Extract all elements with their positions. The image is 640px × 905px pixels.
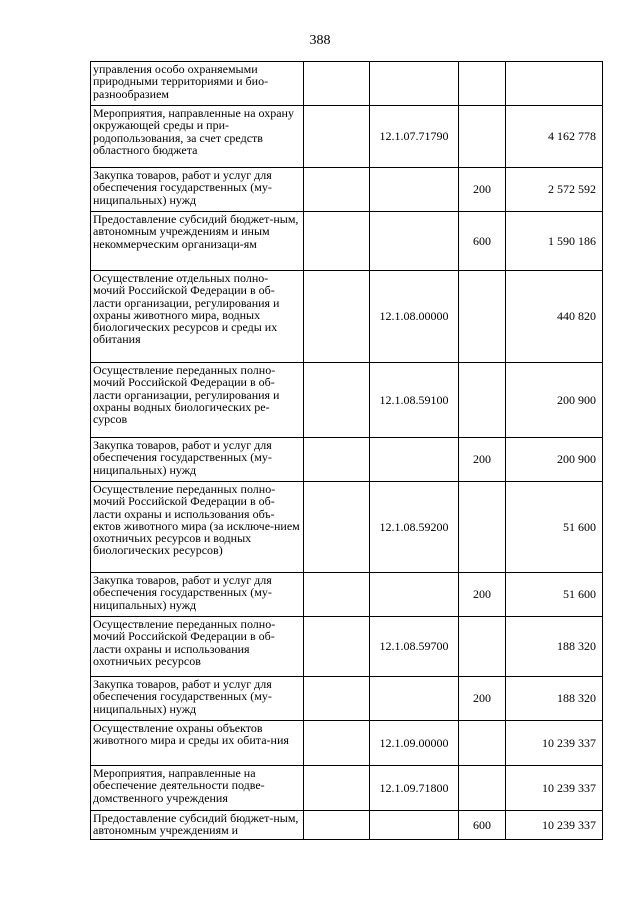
row-empty-cell <box>304 212 370 271</box>
row-amount: 188 320 <box>506 677 603 721</box>
table-row <box>91 438 603 482</box>
row-code <box>370 62 459 106</box>
row-empty-cell <box>304 482 370 573</box>
row-name: Осуществление отдельных полно-мочий Российской Федерации в об-ласти организации, регулирования и охраны животного мира, водных биологических ресурсов и среды их обитания <box>91 271 304 363</box>
row-type <box>459 766 506 811</box>
row-amount: 200 900 <box>506 363 603 438</box>
row-name: Мероприятия, направленные на обеспечение деятельности подве-домственного учреждения <box>91 766 304 811</box>
table-row <box>91 212 603 271</box>
row-amount: 51 600 <box>506 482 603 573</box>
row-type <box>459 617 506 677</box>
row-code: 12.1.07.71790 <box>370 106 459 168</box>
row-name: Закупка товаров, работ и услуг для обеспечения государственных (му-ниципальных) нужд <box>91 677 304 721</box>
page-number: 388 <box>309 33 331 48</box>
row-amount: 4 162 778 <box>506 106 603 168</box>
table-row <box>91 573 603 617</box>
table-row <box>91 271 603 363</box>
row-empty-cell <box>304 363 370 438</box>
table-row <box>91 721 603 766</box>
row-code: 12.1.08.59700 <box>370 617 459 677</box>
row-type: 200 <box>459 573 506 617</box>
row-code <box>370 811 459 840</box>
row-name: Закупка товаров, работ и услуг для обеспечения государственных (му-ниципальных) нужд <box>91 438 304 482</box>
table-row <box>91 62 603 106</box>
table-row <box>91 677 603 721</box>
row-code <box>370 212 459 271</box>
row-type <box>459 106 506 168</box>
row-type: 200 <box>459 677 506 721</box>
row-name: Осуществление переданных полно-мочий Российской Федерации в об-ласти охраны и использования объ-ектов животного мира (за исключе-нием охотничьих ресурсов и водных биологических ресурсов) <box>91 482 304 573</box>
row-code <box>370 677 459 721</box>
row-type: 600 <box>459 811 506 840</box>
row-code: 12.1.08.59200 <box>370 482 459 573</box>
row-code: 12.1.09.00000 <box>370 721 459 766</box>
row-empty-cell <box>304 106 370 168</box>
row-name: Предоставление субсидий бюджет-ным, автономным учреждениям и <box>91 811 304 840</box>
row-name: Осуществление охраны объектов животного мира и среды их обита-ния <box>91 721 304 766</box>
row-amount: 1 590 186 <box>506 212 603 271</box>
row-empty-cell <box>304 573 370 617</box>
row-code <box>370 168 459 212</box>
row-type: 600 <box>459 212 506 271</box>
row-empty-cell <box>304 677 370 721</box>
row-name: управления особо охраняемыми природными территориями и био-разнообразием <box>91 62 304 106</box>
row-type: 200 <box>459 438 506 482</box>
row-type <box>459 721 506 766</box>
table-row <box>91 363 603 438</box>
row-code: 12.1.08.59100 <box>370 363 459 438</box>
row-type <box>459 62 506 106</box>
row-amount: 10 239 337 <box>506 721 603 766</box>
row-empty-cell <box>304 438 370 482</box>
row-amount: 440 820 <box>506 271 603 363</box>
table-row <box>91 811 603 840</box>
row-empty-cell <box>304 766 370 811</box>
row-amount: 10 239 337 <box>506 811 603 840</box>
row-type <box>459 271 506 363</box>
row-amount: 10 239 337 <box>506 766 603 811</box>
row-code <box>370 573 459 617</box>
row-amount: 51 600 <box>506 573 603 617</box>
table-row <box>91 766 603 811</box>
row-empty-cell <box>304 811 370 840</box>
row-empty-cell <box>304 617 370 677</box>
row-amount: 188 320 <box>506 617 603 677</box>
table-row <box>91 482 603 573</box>
table-row <box>91 106 603 168</box>
row-code: 12.1.08.00000 <box>370 271 459 363</box>
row-name: Осуществление переданных полно-мочий Российской Федерации в об-ласти организации, регулирования и охраны водных биологических ре-сурсов <box>91 363 304 438</box>
row-name: Предоставление субсидий бюджет-ным, автономным учреждениям и иным некоммерческим организаци-ям <box>91 212 304 271</box>
row-empty-cell <box>304 271 370 363</box>
row-name: Мероприятия, направленные на охрану окружающей среды и при-родопользования, за счет средств областного бюджета <box>91 106 304 168</box>
row-name: Закупка товаров, работ и услуг для обеспечения государственных (му-ниципальных) нужд <box>91 168 304 212</box>
row-type: 200 <box>459 168 506 212</box>
row-name: Осуществление переданных полно-мочий Российской Федерации в об-ласти охраны и использования охотничьих ресурсов <box>91 617 304 677</box>
table-row <box>91 617 603 677</box>
row-type <box>459 363 506 438</box>
row-code <box>370 438 459 482</box>
row-name: Закупка товаров, работ и услуг для обеспечения государственных (му-ниципальных) нужд <box>91 573 304 617</box>
row-amount: 2 572 592 <box>506 168 603 212</box>
row-empty-cell <box>304 62 370 106</box>
table-row <box>91 168 603 212</box>
row-empty-cell <box>304 168 370 212</box>
row-type <box>459 482 506 573</box>
row-amount: 200 900 <box>506 438 603 482</box>
row-amount <box>506 62 603 106</box>
row-empty-cell <box>304 721 370 766</box>
budget-table <box>90 61 603 840</box>
row-code: 12.1.09.71800 <box>370 766 459 811</box>
